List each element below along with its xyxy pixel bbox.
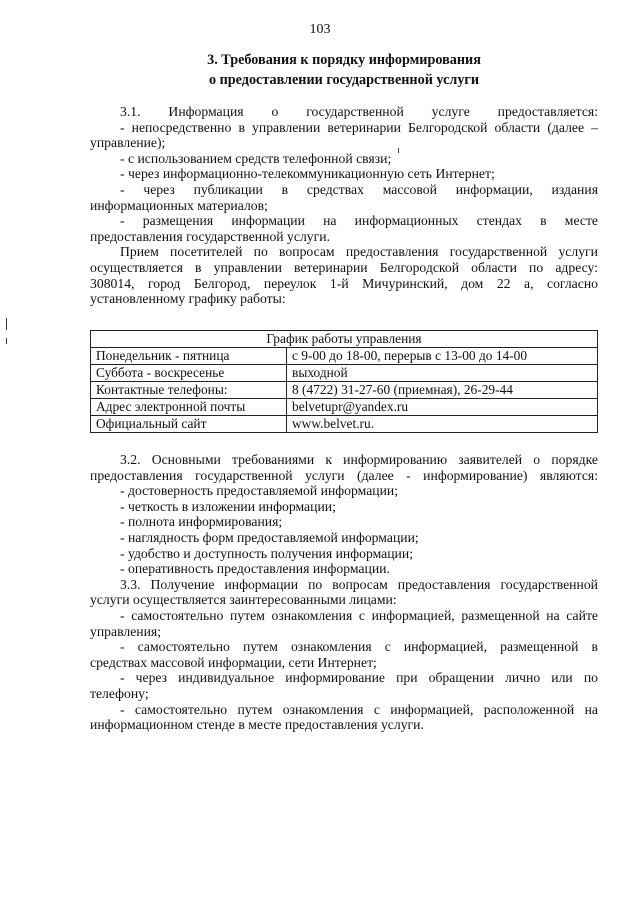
- paragraph-line: - размещения информации на информационных стендах в месте: [120, 213, 598, 229]
- table-caption: График работы управления: [91, 331, 598, 348]
- paragraph-line: информационном стенде в месте предоставления услуги.: [90, 717, 424, 733]
- table-cell-label: Адрес электронной почты: [91, 399, 287, 416]
- paragraph-line: 308014, город Белгород, переулок 1-й Мичуринский, дом 22 а, согласно: [90, 275, 598, 291]
- paragraph-line: - через индивидуальное информирование при обращении лично или по: [120, 670, 598, 686]
- table-caption-row: [91, 331, 598, 348]
- table-row: [91, 399, 598, 416]
- table-cell-label: Официальный сайт: [91, 416, 287, 433]
- heading-line-1: 3. Требования к порядку информирования: [207, 52, 481, 68]
- section-3-1-text: [90, 104, 598, 307]
- table-row: [91, 382, 598, 399]
- paragraph-line: - через информационно-телекоммуникационную сеть Интернет;: [120, 166, 495, 182]
- paragraph-line: Прием посетителей по вопросам предоставления государственной услуги: [120, 244, 598, 260]
- paragraph-line: - через публикации в средствах массовой информации, издания: [120, 181, 598, 197]
- heading-line-2: о предоставлении государственной услуги: [208, 72, 480, 88]
- table-row: [91, 365, 598, 382]
- paragraph-line: установленному графику работы:: [90, 291, 286, 307]
- paragraph-line: предоставления государственной услуги.: [90, 228, 330, 244]
- paragraph-line: - непосредственно в управлении ветеринарии Белгородской области (далее –: [120, 119, 598, 135]
- table-cell-label: Контактные телефоны:: [91, 382, 287, 399]
- paragraph-line: управление);: [90, 135, 166, 151]
- table-cell-value: выходной: [287, 365, 598, 382]
- table-cell-value: с 9-00 до 18-00, перерыв с 13-00 до 14-00: [287, 348, 598, 365]
- paragraph-line: - четкость в изложении информации;: [120, 498, 336, 514]
- paragraph-line: средствах массовой информации, сети Интернет;: [90, 654, 377, 670]
- page-number: 103: [309, 22, 331, 37]
- table-cell-value: 8 (4722) 31-27-60 (приемная), 26-29-44: [287, 382, 598, 399]
- paragraph-line: осуществляется в управлении ветеринарии Белгородской области по адресу:: [90, 259, 598, 275]
- schedule-table: [90, 330, 598, 433]
- paragraph-line: - самостоятельно путем ознакомления с информацией, размещенной в: [120, 639, 598, 655]
- paragraph-line: телефону;: [90, 685, 149, 701]
- paragraph-line: информационных материалов;: [90, 197, 268, 213]
- margin-mark: [6, 338, 7, 344]
- paragraph-line: управления;: [90, 623, 162, 639]
- table-cell-value: belvetupr@yandex.ru: [287, 399, 598, 416]
- paragraph-line: - самостоятельно путем ознакомления с информацией, расположенной на: [120, 701, 598, 717]
- paragraph-line: - удобство и доступность получения информации;: [120, 545, 414, 561]
- paragraph-line: 3.1. Информация о государственной услуге предоставляется:: [120, 104, 598, 119]
- paragraph-line: - самостоятельно путем ознакомления с информацией, размещенной на сайте: [120, 607, 598, 623]
- table-cell-value: www.belvet.ru.: [287, 416, 598, 433]
- table-cell-label: Понедельник - пятница: [91, 348, 287, 365]
- table-row: [91, 416, 598, 433]
- paragraph-line: 3.2. Основными требованиями к информированию заявителей о порядке: [120, 452, 598, 467]
- section-heading: [90, 50, 598, 90]
- paragraph-line: - достоверность предоставляемой информации;: [120, 483, 399, 499]
- paragraph-line: - наглядность форм предоставляемой информации;: [120, 529, 419, 545]
- paragraph-line: - полнота информирования;: [120, 514, 283, 530]
- paragraph-line: 3.3. Получение информации по вопросам предоставления государственной: [120, 576, 598, 592]
- section-3-2-3-3-text: [90, 452, 598, 733]
- margin-mark: [6, 318, 7, 330]
- paragraph-line: предоставления государственной услуги (далее - информирование) являются:: [90, 467, 598, 483]
- table-cell-label: Суббота - воскресенье: [91, 365, 287, 382]
- paragraph-line: услуги осуществляется заинтересованными лицами:: [90, 592, 397, 608]
- paragraph-line: - с использованием средств телефонной связи;: [120, 150, 392, 166]
- paragraph-line: - оперативность предоставления информации.: [120, 561, 390, 577]
- table-row: [91, 348, 598, 365]
